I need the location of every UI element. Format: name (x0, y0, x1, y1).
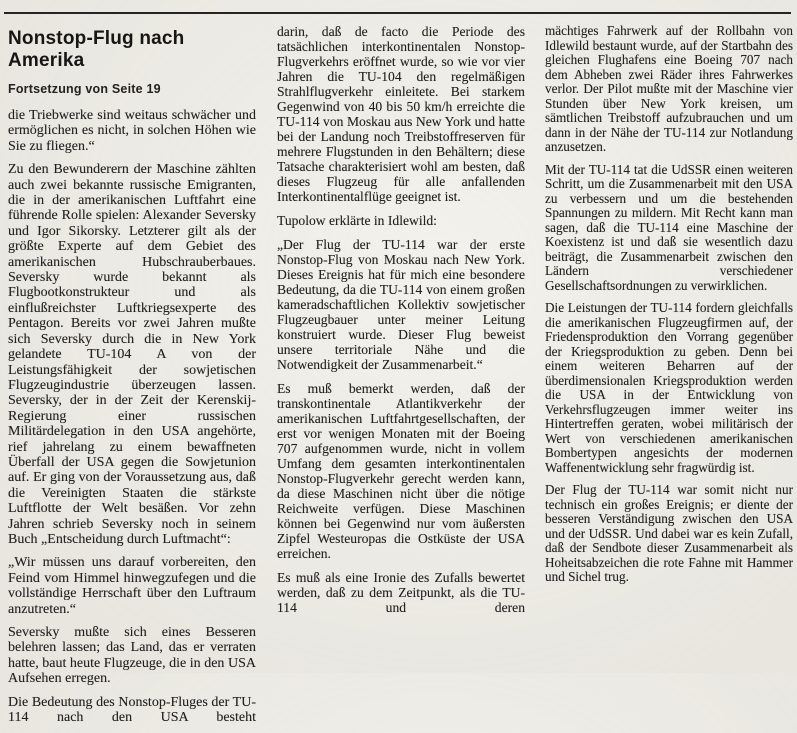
top-rule (4, 12, 791, 14)
paragraph: Seversky mußte sich eines Besseren belehren lassen; das Land, das er verraten hatte, baut heute Flugzeuge, die in den USA Aufsehen erregen. (8, 625, 256, 687)
column-2 (277, 24, 525, 624)
paragraph: Die Bedeutung des Nonstop-Fluges der TU-114 nach den USA besteht (8, 694, 256, 726)
paragraph: Tupolow erklärte in Idlewild: (277, 213, 437, 228)
paragraph: Es muß bemerkt werden, daß der transkontinentale Atlantikverkehr der amerikanischen Luftfahrtgesellschaften, der erst vor wenigen Monaten mit der Boeing 707 aufgenommen wurde, nicht in vollem Umfang dem gesamten interkontinentalen Nonstop-Flugverkehr gerecht werden kann, da diese Maschinen nicht über die nötige Reichweite verfügen. Diese Maschinen können bei Gegenwind nur vom äußersten Zipfel Westeuropas die Ostküste der USA erreichen. (277, 381, 525, 561)
paragraph: darin, daß de facto die Periode des tatsächlichen interkontinentalen Nonstop-Flugverkehrs eröffnet wurde, so wie vor vier Jahren die TU-104 den regelmäßigen Strahlflugverkehr einleitete. Bei starkem Gegenwind von 40 bis 50 km/h erreichte die TU-114 von Moskau aus New York und hatte bei der Landung noch Treibstoffreserven für mehrere Flugstunden in den Behältern; diese Tatsache charakterisiert wohl am besten, daß dieses Flugzeug für alle anfallenden Interkontinentalflüge geeignet ist. (277, 24, 525, 204)
paragraph: Der Flug der TU-114 war somit nicht nur technisch ein großes Ereignis; er diente der besseren Verständigung zwischen den USA und der UdSSR. Und dabei war es kein Zufall, daß der Sendbote dieser Zusammenarbeit als Hoheitsabzeichen die rote Fahne mit Hammer und Sichel trug. (545, 482, 793, 584)
paragraph: mächtiges Fahrwerk auf der Rollbahn von Idlewild bestaunt wurde, auf der Startbahn des gleichen Flughafens eine Boeing 707 nach dem Abheben zwei Räder ihres Fahrwerkes verlor. Der Pilot mußte mit der Maschine vier Stunden über New York kreisen, um sämtlichen Treibstoff aufzubrauchen und um dann in der Nähe der TU-114 zur Notlandung anzusetzen. (545, 23, 793, 154)
paragraph: Es muß als eine Ironie des Zufalls bewertet werden, daß zu dem Zeitpunkt, als die TU-114 und deren (277, 570, 525, 615)
paragraph: „Der Flug der TU-114 war der erste Nonstop-Flug von Moskau nach New York. Dieses Ereignis hat für mich eine besondere Bedeutung, da die TU-114 von einem großen kameradschaftlichen Kollektiv sowjetischer Flugzeugbauer unter meiner Leitung konstruiert wurde. Dieser Flug beweist unsere territoriale Nähe und die Notwendigkeit der Zusammenarbeit.“ (277, 237, 525, 372)
paragraph: die Triebwerke sind weitaus schwächer und ermöglichen es nicht, in solchen Höhen wie Sie zu fliegen.“ (8, 108, 256, 154)
paragraph: „Wir müssen uns darauf vorbereiten, den Feind vom Himmel hinwegzufegen und die vollständige Herrschaft über den Luftraum anzutreten.“ (8, 555, 256, 617)
column-3 (545, 24, 793, 593)
paragraph: Mit der TU-114 tat die UdSSR einen weiteren Schritt, um die Zusammenarbeit mit den USA zu verbessern und um die bestehenden Spannungen zu mildern. Mit Recht kann man sagen, daß die TU-114 eine Maschine der Koexistenz ist und daß sie wesentlich dazu beiträgt, die Zusammenarbeit zwischen den Ländern verschiedener Gesellschaftsordnungen zu verwirklichen. (545, 161, 793, 293)
column-1 (8, 24, 256, 733)
paragraph: Die Leistungen der TU-114 fordern gleichfalls die amerikanischen Flugzeugfirmen auf, der Friedensproduktion den Vorrang gegenüber der Kriegsproduktion zu geben. Denn bei einem weiteren Beharren auf der überdimensionalen Kriegsproduktion werden die USA in der Entwicklung von Verkehrsflugzeugen immer weiter ins Hintertreffen geraten, wobei militärisch der Wert von verschiedenen amerikanischen Bombertypen angesichts der modernen Waffenentwicklung sehr fragwürdig ist. (545, 300, 793, 475)
article-title: Nonstop-Flug nach Amerika (8, 28, 185, 71)
continuation-note: Fortsetzung von Seite 19 (8, 82, 161, 96)
paragraph: Zu den Bewunderern der Maschine zählten auch zwei bekannte russische Emigranten, die in der amerikanischen Luftfahrt eine führende Rolle spielen: Alexander Seversky und Igor Sikorsky. Letzterer gilt als der größte Experte auf dem Gebiet des amerikanischen Hubschrauberbaues. Seversky wurde bekannt als Flugbootkonstrukteur und als einflußreichster Luftkriegsexperte des Pentagon. Bereits vor zwei Jahren mußte sich Seversky durch die in New York gelandete TU-104 A von der Leistungsfähigkeit der sowjetischen Flugzeugindustrie überzeugen lassen. Seversky, der in der Zeit der Kerenskij-Regierung einer russischen Militärdelegation in den USA angehörte, rief jahrelang zu einem bewaffneten Überfall der USA gegen die Sowjetunion auf. Er ging von der Voraussetzung aus, daß die Vereinigten Staaten die stärkste Luftflotte der Welt besäßen. Vor zehn Jahren schrieb Seversky noch in seinem Buch „Entscheidung durch Luftmacht“: (8, 162, 256, 547)
